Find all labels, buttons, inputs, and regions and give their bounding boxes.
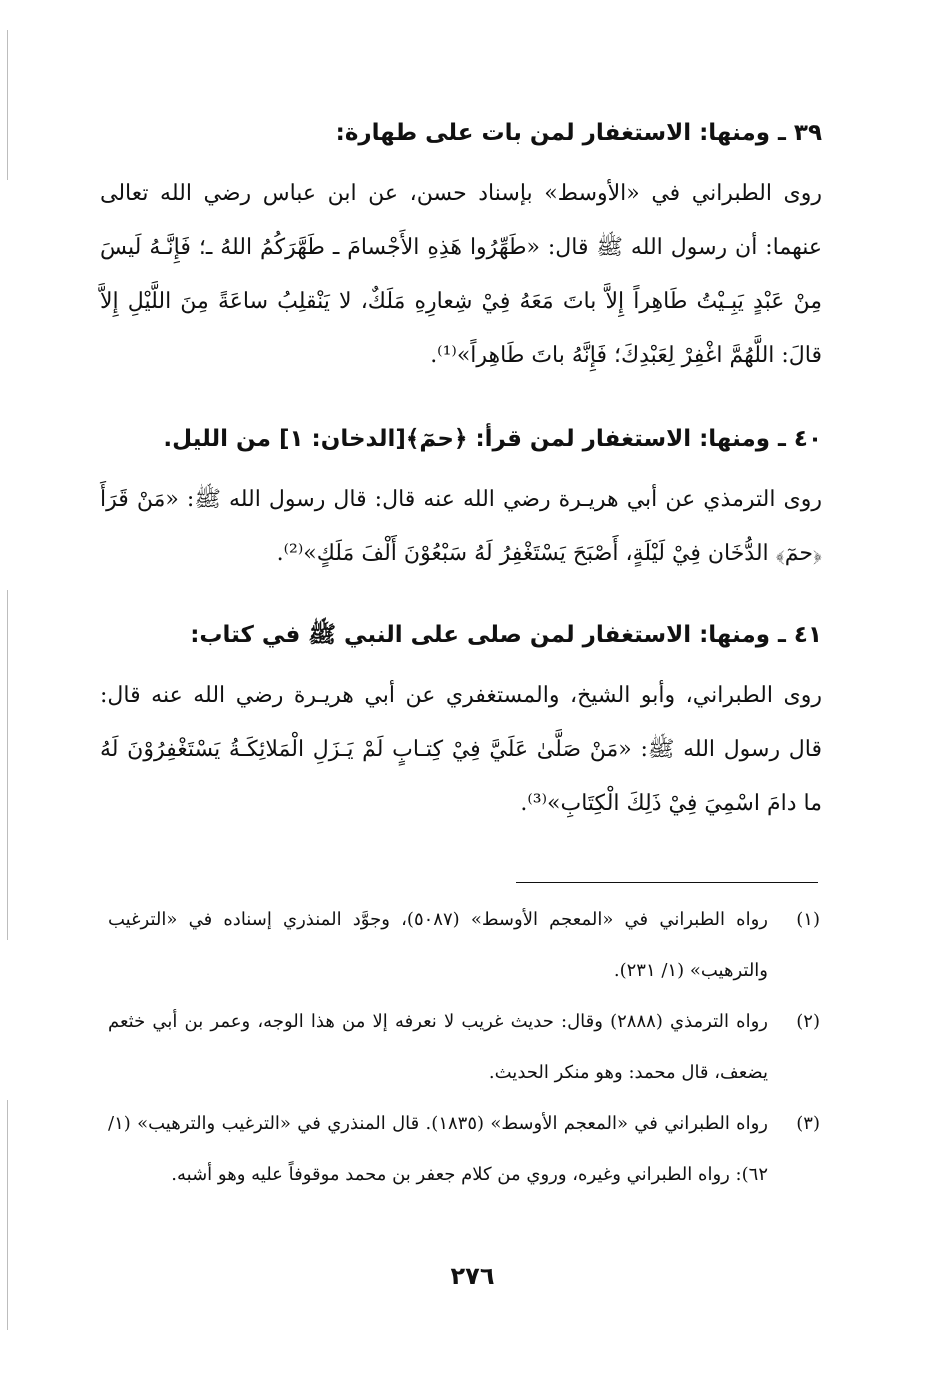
section-39	[100, 116, 822, 150]
page-number: ٢٧٦	[450, 1262, 495, 1290]
footnote	[108, 1098, 820, 1200]
section-40-body	[100, 473, 822, 581]
footnote-text: رواه الترمذي (٢٨٨٨) وقال: حديث غريب لا نعرفه إلا من هذا الوجه، وعمر بن أبي خثعم يضعف، قال محمد: وهو منكر الحديث.	[108, 1011, 769, 1083]
scan-edge-mark	[7, 590, 8, 940]
footnote	[108, 996, 820, 1098]
section-41-body	[100, 669, 822, 831]
scan-edge-mark	[7, 1100, 8, 1330]
section-heading: ٤١ ـ ومنها: الاستغفار لمن صلى على النبي ﷺ في كتاب:	[190, 622, 822, 648]
footnote	[108, 894, 820, 996]
footnote-text: رواه الطبراني في «المعجم الأوسط» (٥٠٨٧)، وجوَّد المنذري إسناده في «الترغيب والترهيب» (١/ ٢٣١).	[108, 909, 768, 981]
section-39-body	[100, 167, 822, 383]
scan-edge-mark	[7, 30, 8, 180]
footnote-text: رواه الطبراني في «المعجم الأوسط» (١٨٣٥). قال المنذري في «الترغيب والترهيب» (١/ ٦٢): رواه الطبراني وغيره، وروي من كلام جعفر بن محمد موقوفاً عليه وهو أشبه.	[108, 1113, 768, 1185]
footnote-separator	[516, 882, 818, 883]
section-body-text: روى الطبراني، وأبو الشيخ، والمستغفري عن أبي هريـرة رضي الله عنه قال: قال رسول الله ﷺ: «مَنْ صَلَّىٰ عَلَيَّ فِيْ كِتـابٍ لَمْ يَـزَلِ الْمَلائِكَـةُ يَسْتَغْفِرُوْنَ لَهُ ما دامَ اسْمِيَ فِيْ ذَلِكَ الْكِتَابِ»⁽³⁾.	[100, 683, 822, 816]
section-body-text: روى الترمذي عن أبي هريـرة رضي الله عنه قال: قال رسول الله ﷺ: «مَنْ قَرَأَ ﴿حمٓ﴾ الدُّخَان فِيْ لَيْلَةٍ، أَصْبَحَ يَسْتَغْفِرُ لَهُ سَبْعُوْنَ أَلْفَ مَلَكٍ»⁽²⁾.	[100, 487, 822, 566]
section-heading: ٣٩ ـ ومنها: الاستغفار لمن بات على طهارة:	[335, 120, 822, 146]
section-body-text: روى الطبراني في «الأوسط» بإسناد حسن، عن ابن عباس رضي الله تعالى عنهما: أن رسول الله ﷺ قال: «طَهِّرُوا هَذِهِ الأَجْسامَ ـ طَهَّرَكُمُ اللهُ ـ؛ فَإِنَّـهُ لَيسَ مِنْ عَبْدٍ يَبِـيْتُ طَاهِراً إِلاَّ باتَ مَعَهُ فِيْ شِعارِهِ مَلَكٌ، لا يَنْقلِبُ ساعَةً مِنَ اللَّيْلِ إِلاَّ قالَ: اللَّهُمَّ اغْفِرْ لِعَبْدِكَ؛ فَإِنَّهُ باتَ طَاهِراً»⁽¹⁾.	[100, 181, 822, 368]
footnote-number: (١)	[796, 909, 820, 930]
footnote-number: (٣)	[796, 1113, 820, 1134]
footnote-number: (٢)	[796, 1011, 820, 1032]
section-40	[100, 422, 822, 456]
section-41	[100, 618, 822, 652]
section-heading: ٤٠ ـ ومنها: الاستغفار لمن قرأ: ﴿حمٓ﴾[الدخان: ١] من الليل.	[163, 426, 822, 452]
